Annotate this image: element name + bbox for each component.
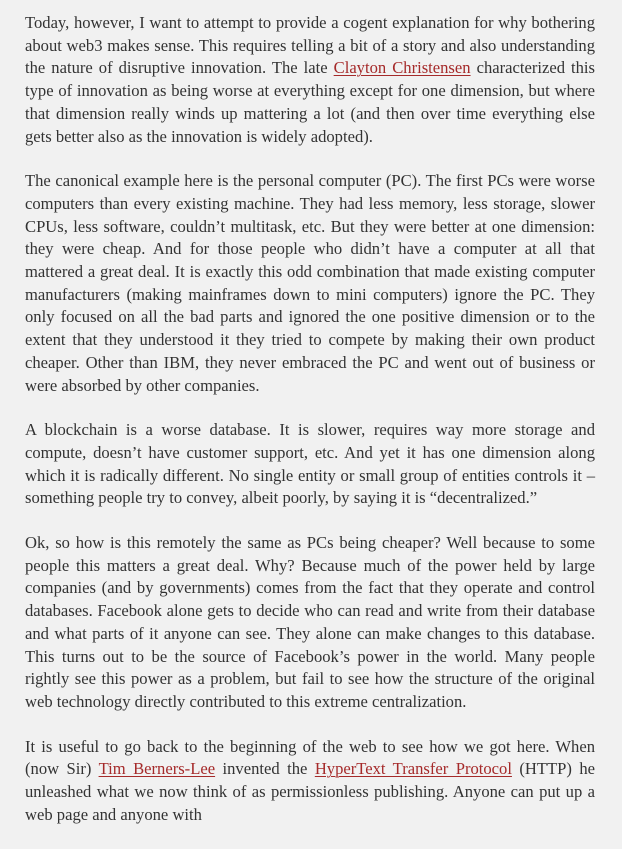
paragraph [25, 736, 595, 827]
inline-link[interactable]: Tim Berners-Lee [98, 759, 216, 779]
paragraph [25, 532, 595, 714]
paragraph-text: A blockchain is a worse database. It is slower, requires way more storage and compute, doesn’t have customer support, etc. And yet it has one dimension along which it is radically different. No single entity or small group of entities controls it – something people try to convey, albeit poorly, by saying it is “decentralized.” [25, 420, 595, 508]
paragraph-text: It is useful to go back to the beginning of the web to see how we got here. When (now Sir) [25, 736, 595, 779]
paragraph-text: invented the [215, 759, 315, 779]
paragraph [25, 419, 595, 510]
paragraph-text: The canonical example here is the personal computer (PC). The first PCs were worse computers than every existing machine. They had less memory, less storage, slower CPUs, less software, couldn’t multitask, etc. But they were better at one dimension: they were cheap. And for those people who didn’t have a computer at all that mattered a great deal. It is exactly this odd combination that made existing computer manufacturers (making mainframes down to mini computers) ignore the PC. They only focused on all the bad parts and ignored the one positive dimension or to the extent that they understood it they tried to compete by making their own product cheaper. Other than IBM, they never embraced the PC and went out of business or were absorbed by other companies. [25, 171, 595, 395]
paragraph-text: Today, however, I want to attempt to provide a cogent explanation for why bothering about web3 makes sense. This requires telling a bit of a story and also understanding the nature of disruptive innovation. The late [25, 13, 595, 78]
paragraph-text: (HTTP) he unleashed what we now think of as permissionless publishing. Anyone can put up a web page and anyone with [25, 759, 596, 824]
inline-link[interactable]: HyperText Transfer Protocol [314, 759, 512, 779]
article-body [25, 12, 595, 849]
paragraph [25, 12, 595, 148]
paragraph-text: characterized this type of innovation as being worse at everything except for one dimension, but where that dimension really winds up mattering a lot (and then over time everything else gets better also as the innovation is widely adopted). [25, 58, 595, 146]
paragraph-text: Ok, so how is this remotely the same as PCs being cheaper? Well because to some people this matters a great deal. Why? Because much of the power held by large companies (and by governments) comes from the fact that they operate and control databases. Facebook alone gets to decide who can read and write from their database and what parts of it anyone can see. They alone can make changes to this database. This turns out to be the source of Facebook’s power in the world. Many people rightly see this power as a problem, but fail to see how the structure of the original web technology directly contributed to this extreme centralization. [25, 533, 595, 711]
inline-link[interactable]: Clayton Christensen [333, 58, 471, 78]
paragraph [25, 170, 595, 397]
